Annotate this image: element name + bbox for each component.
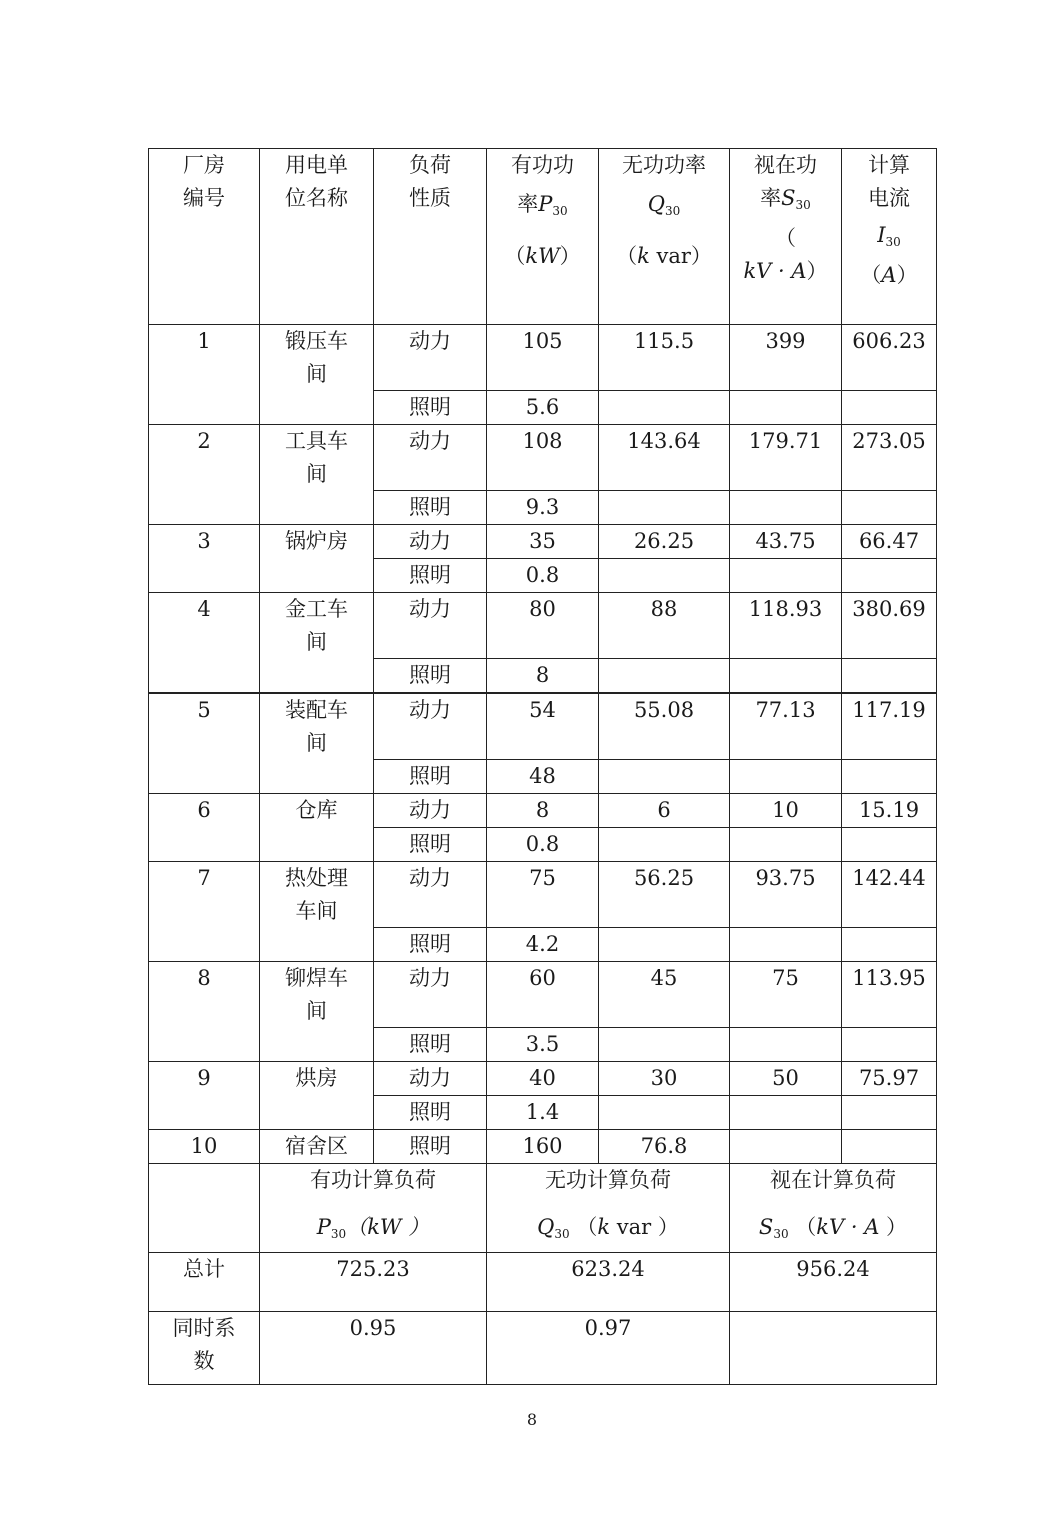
table-row [149, 1129, 937, 1163]
s30-cell: 399 [730, 325, 842, 391]
s30-cell [730, 759, 842, 793]
unit-name-cell: 金工车间 [260, 593, 374, 694]
i30-cell: 273.05 [842, 425, 937, 491]
p30-cell: 160 [487, 1129, 599, 1163]
load-type-cell: 照明 [374, 759, 487, 793]
p30-cell: 8 [487, 793, 599, 827]
p30-cell: 35 [487, 525, 599, 559]
i30-cell [842, 491, 937, 525]
summary-header-row [149, 1163, 937, 1252]
q30-cell [599, 1095, 730, 1129]
s30-cell: 93.75 [730, 861, 842, 927]
table-row [149, 961, 937, 1027]
unit-name-cell: 锅炉房 [260, 525, 374, 593]
s30-cell [730, 1095, 842, 1129]
summary-p-header: 有功计算负荷 $P_{30}(kW$ ） [260, 1163, 487, 1252]
p30-cell: 1.4 [487, 1095, 599, 1129]
load-type-cell: 照明 [374, 659, 487, 694]
load-type-cell: 动力 [374, 961, 487, 1027]
plant-no-cell: 7 [149, 861, 260, 961]
load-type-cell: 动力 [374, 1061, 487, 1095]
s30-cell: 75 [730, 961, 842, 1027]
plant-no-cell: 5 [149, 693, 260, 793]
p30-cell: 4.2 [487, 927, 599, 961]
q30-cell [599, 391, 730, 425]
summary-s-header: 视在计算负荷 $S_{30}$ （kV · A ） [730, 1163, 937, 1252]
plant-no-cell: 8 [149, 961, 260, 1061]
s30-cell: 77.13 [730, 693, 842, 759]
q30-cell: 26.25 [599, 525, 730, 559]
table-row [149, 593, 937, 659]
i30-cell [842, 1129, 937, 1163]
i30-cell: 606.23 [842, 325, 937, 391]
q30-cell [599, 559, 730, 593]
i30-cell [842, 659, 937, 694]
q30-cell: 45 [599, 961, 730, 1027]
p30-cell: 3.5 [487, 1027, 599, 1061]
i30-cell: 15.19 [842, 793, 937, 827]
s30-cell: 118.93 [730, 593, 842, 659]
p30-cell: 8 [487, 659, 599, 694]
q30-cell: 143.64 [599, 425, 730, 491]
header-apparent-power: 视在功 率$S_{30}$ （ kV · A） [730, 149, 842, 325]
table-row [149, 861, 937, 927]
plant-no-cell: 2 [149, 425, 260, 525]
s30-cell: 10 [730, 793, 842, 827]
q30-cell: 55.08 [599, 693, 730, 759]
table-row [149, 793, 937, 827]
p30-cell: 105 [487, 325, 599, 391]
plant-no-cell: 6 [149, 793, 260, 861]
p30-cell: 0.8 [487, 559, 599, 593]
table-row [149, 1061, 937, 1095]
coef-q: 0.97 [487, 1311, 730, 1384]
unit-name-cell: 铆焊车间 [260, 961, 374, 1061]
unit-name-cell: 烘房 [260, 1061, 374, 1129]
load-type-cell: 照明 [374, 1129, 487, 1163]
p30-cell: 54 [487, 693, 599, 759]
s30-cell [730, 391, 842, 425]
load-type-cell: 照明 [374, 1027, 487, 1061]
load-type-cell: 照明 [374, 391, 487, 425]
header-active-power: 有功功 率$P_{30}$ （kW） [487, 149, 599, 325]
plant-no-cell: 1 [149, 325, 260, 425]
p30-cell: 0.8 [487, 827, 599, 861]
i30-cell [842, 391, 937, 425]
coefficient-row [149, 1311, 937, 1384]
unit-name-cell: 热处理车间 [260, 861, 374, 961]
s30-cell [730, 491, 842, 525]
q30-cell [599, 759, 730, 793]
i30-cell [842, 1095, 937, 1129]
s30-cell [730, 1027, 842, 1061]
load-type-cell: 动力 [374, 425, 487, 491]
q30-cell: 76.8 [599, 1129, 730, 1163]
i30-cell [842, 927, 937, 961]
plant-no-cell: 4 [149, 593, 260, 694]
i30-cell [842, 759, 937, 793]
q30-cell: 88 [599, 593, 730, 659]
coef-label: 同时系数 [149, 1311, 260, 1384]
header-row [149, 149, 937, 325]
load-type-cell: 照明 [374, 559, 487, 593]
p30-cell: 40 [487, 1061, 599, 1095]
header-current: 计算 电流 $I_{30}$ （A） [842, 149, 937, 325]
q30-cell [599, 927, 730, 961]
total-label: 总计 [149, 1252, 260, 1311]
load-type-cell: 动力 [374, 325, 487, 391]
p30-cell: 60 [487, 961, 599, 1027]
load-calculation-table [148, 148, 937, 1385]
s30-cell: 50 [730, 1061, 842, 1095]
p30-cell: 80 [487, 593, 599, 659]
table-row [149, 325, 937, 391]
total-p: 725.23 [260, 1252, 487, 1311]
i30-cell [842, 827, 937, 861]
header-load-type: 负荷 性质 [374, 149, 487, 325]
load-type-cell: 照明 [374, 827, 487, 861]
page-number: 8 [526, 1410, 538, 1429]
s30-cell [730, 827, 842, 861]
coef-s [730, 1311, 937, 1384]
load-type-cell: 照明 [374, 927, 487, 961]
plant-no-cell: 3 [149, 525, 260, 593]
summary-blank-cell [149, 1163, 260, 1252]
total-row [149, 1252, 937, 1311]
q30-cell: 115.5 [599, 325, 730, 391]
s30-cell [730, 1129, 842, 1163]
p30-cell: 75 [487, 861, 599, 927]
i30-cell [842, 559, 937, 593]
unit-name-cell: 装配车间 [260, 693, 374, 793]
q30-cell: 6 [599, 793, 730, 827]
q30-cell: 56.25 [599, 861, 730, 927]
plant-no-cell: 10 [149, 1129, 260, 1163]
p30-cell: 48 [487, 759, 599, 793]
i30-cell: 142.44 [842, 861, 937, 927]
table-row [149, 425, 937, 491]
load-type-cell: 动力 [374, 861, 487, 927]
q30-cell [599, 827, 730, 861]
plant-no-cell: 9 [149, 1061, 260, 1129]
s30-cell [730, 559, 842, 593]
header-reactive-power: 无功功率 $Q_{30}$ （k var） [599, 149, 730, 325]
summary-q-header: 无功计算负荷 $Q_{30}$ （k var ） [487, 1163, 730, 1252]
q30-cell [599, 491, 730, 525]
unit-name-cell: 宿舍区 [260, 1129, 374, 1163]
i30-cell [842, 1027, 937, 1061]
i30-cell: 66.47 [842, 525, 937, 559]
s30-cell [730, 927, 842, 961]
coef-p: 0.95 [260, 1311, 487, 1384]
header-unit-name: 用电单 位名称 [260, 149, 374, 325]
load-type-cell: 动力 [374, 693, 487, 759]
table-row [149, 693, 937, 759]
table-row [149, 525, 937, 559]
s30-cell [730, 659, 842, 694]
s30-cell: 43.75 [730, 525, 842, 559]
q30-cell [599, 659, 730, 694]
q30-cell [599, 1027, 730, 1061]
load-type-cell: 动力 [374, 793, 487, 827]
header-plant-no: 厂房 编号 [149, 149, 260, 325]
q30-cell: 30 [599, 1061, 730, 1095]
load-type-cell: 动力 [374, 525, 487, 559]
i30-cell: 113.95 [842, 961, 937, 1027]
total-s: 956.24 [730, 1252, 937, 1311]
p30-cell: 9.3 [487, 491, 599, 525]
load-type-cell: 动力 [374, 593, 487, 659]
total-q: 623.24 [487, 1252, 730, 1311]
unit-name-cell: 工具车间 [260, 425, 374, 525]
i30-cell: 117.19 [842, 693, 937, 759]
unit-name-cell: 锻压车间 [260, 325, 374, 425]
i30-cell: 380.69 [842, 593, 937, 659]
load-type-cell: 照明 [374, 1095, 487, 1129]
unit-name-cell: 仓库 [260, 793, 374, 861]
load-type-cell: 照明 [374, 491, 487, 525]
p30-cell: 5.6 [487, 391, 599, 425]
i30-cell: 75.97 [842, 1061, 937, 1095]
p30-cell: 108 [487, 425, 599, 491]
s30-cell: 179.71 [730, 425, 842, 491]
